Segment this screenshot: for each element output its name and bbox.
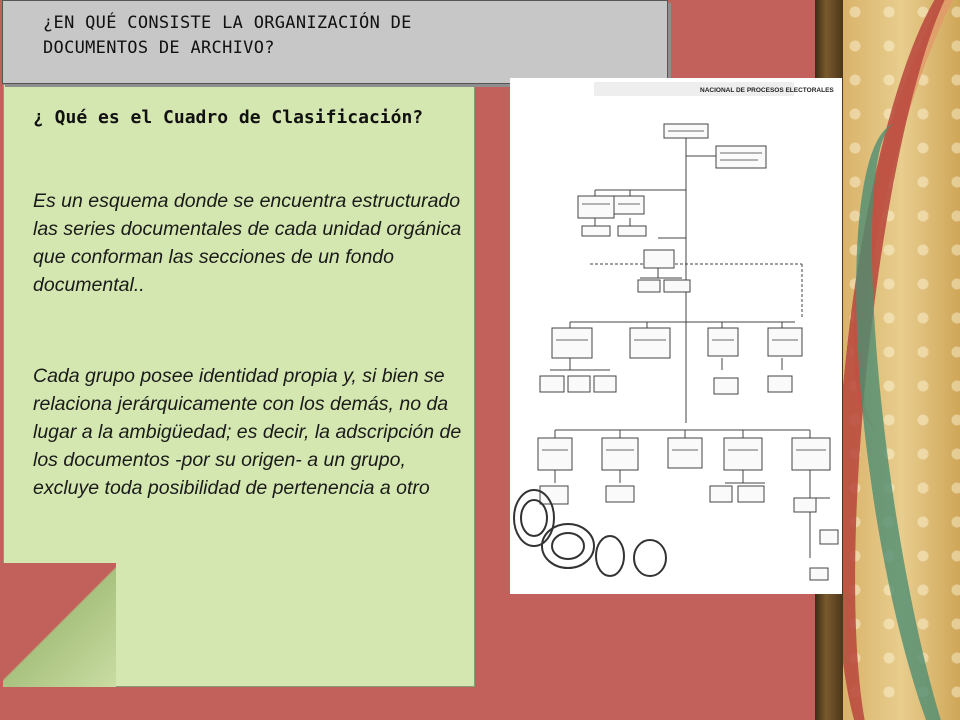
chart-seals [514,490,666,576]
figure-title: NACIONAL DE PROCESOS ELECTORALES [700,87,834,94]
title-box [2,0,668,84]
explanation-paragraph: Cada grupo posee identidad propia y, si bien se relaciona jerárquicamente con los demás, no da lugar a la ambigüedad; es decir, la adscripción de los documentos -por su origen- a un grupo, excluye toda posibilidad de pertenencia a otro [33,365,462,499]
chart-boxes [538,124,838,580]
chart-dashed-lines [590,264,802,318]
title-line-2: DOCUMENTOS DE ARCHIVO? [43,38,275,58]
slide-title [43,11,643,61]
org-chart-image [510,78,842,594]
title-line-1: ¿EN QUÉ CONSISTE LA ORGANIZACIÓN DE [43,13,412,33]
note-fold-flap [3,563,116,687]
question-heading: ¿ Qué es el Cuadro de Clasificación? [33,107,424,128]
definition-paragraph: Es un esquema donde se encuentra estructurado las series documentales de cada unidad orgánica que conforman las secciones de un fondo documental.. [33,190,462,296]
org-chart-drawing [510,78,842,594]
